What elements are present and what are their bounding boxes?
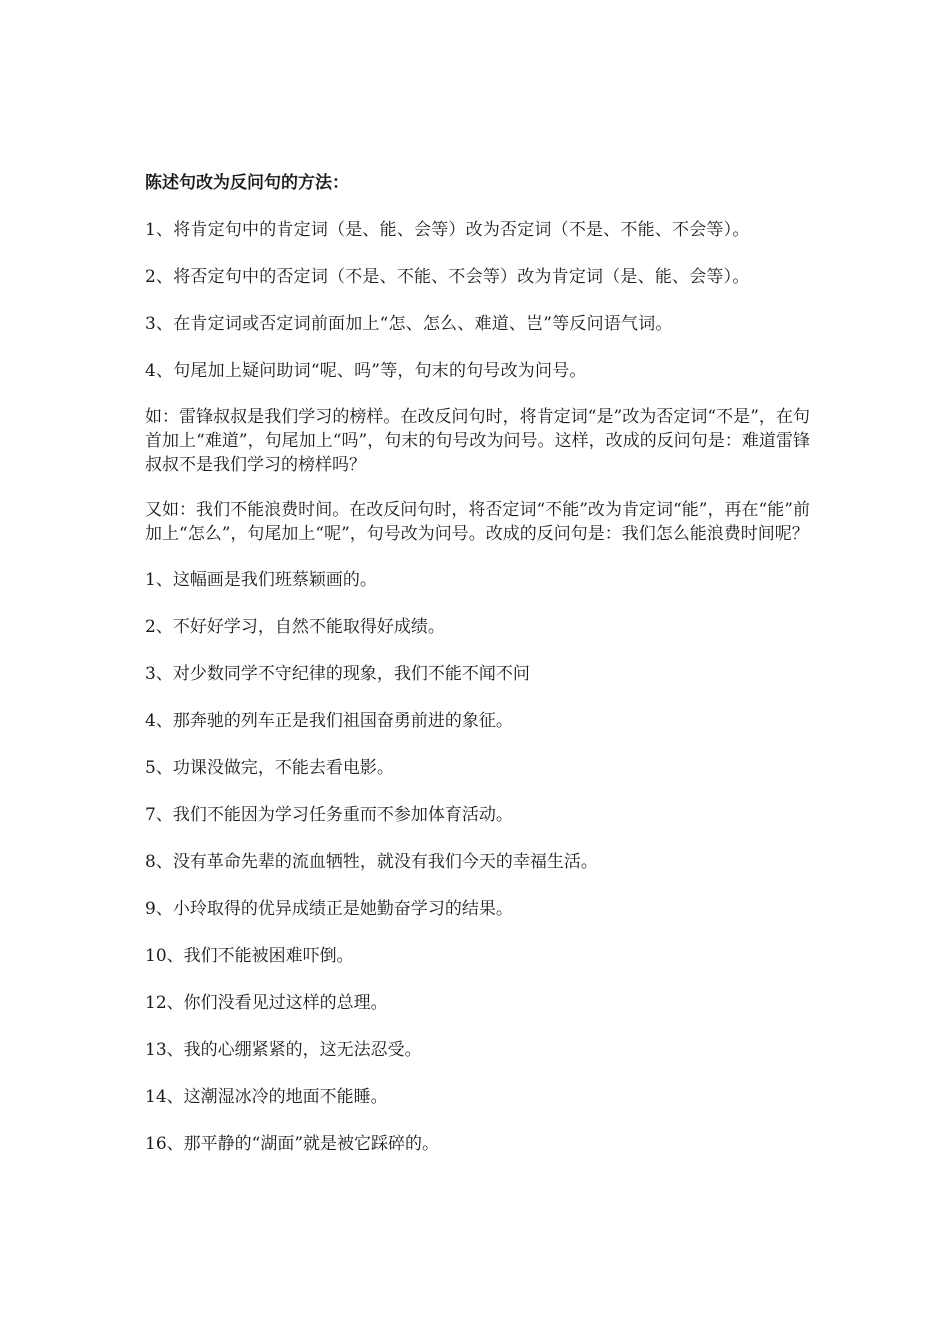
exercise-item: 12、你们没看见过这样的总理。 xyxy=(145,993,388,1013)
exercise-item: 3、对少数同学不守纪律的现象，我们不能不闻不问 xyxy=(145,664,530,684)
exercise-item: 16、那平静的“湖面”就是被它踩碎的。 xyxy=(145,1134,440,1154)
exercise-item: 14、这潮湿冰冷的地面不能睡。 xyxy=(145,1087,388,1107)
method-item-4: 4、句尾加上疑问助词“呢、吗”等，句末的句号改为问号。 xyxy=(145,361,587,381)
page-title: 陈述句改为反问句的方法： xyxy=(145,173,349,193)
exercise-item: 5、功课没做完，不能去看电影。 xyxy=(145,758,394,778)
exercise-item: 4、那奔驰的列车正是我们祖国奋勇前进的象征。 xyxy=(145,711,513,731)
exercise-item: 8、没有革命先辈的流血牺牲，就没有我们今天的幸福生活。 xyxy=(145,852,598,872)
document-page xyxy=(145,170,810,1178)
method-item-3: 3、在肯定词或否定词前面加上“怎、怎么、难道、岂”等反问语气词。 xyxy=(145,314,673,334)
example-paragraph-1: 如：雷锋叔叔是我们学习的榜样。在改反问句时，将肯定词“是”改为否定词“不是”，在句首加上“难道”，句尾加上“吗”，句末的句号改为问号。这样，改成的反问句是：难道雷锋叔叔不是我们学习的榜样吗？ xyxy=(145,407,810,475)
exercise-item: 9、小玲取得的优异成绩正是她勤奋学习的结果。 xyxy=(145,899,513,919)
exercise-item: 7、我们不能因为学习任务重而不参加体育活动。 xyxy=(145,805,513,825)
example-paragraph-2: 又如：我们不能浪费时间。在改反问句时，将否定词“不能”改为肯定词“能”，再在“能”前加上“怎么”，句尾加上“呢”，句号改为问号。改成的反问句是：我们怎么能浪费时间呢？ xyxy=(145,500,810,544)
exercise-item: 2、不好好学习，自然不能取得好成绩。 xyxy=(145,617,445,637)
method-item-2: 2、将否定句中的否定词（不是、不能、不会等）改为肯定词（是、能、会等）。 xyxy=(145,267,750,287)
exercise-item: 10、我们不能被困难吓倒。 xyxy=(145,946,354,966)
exercise-item: 1、这幅画是我们班蔡颖画的。 xyxy=(145,570,377,590)
exercise-item: 13、我的心绷紧紧的，这无法忍受。 xyxy=(145,1040,422,1060)
method-item-1: 1、将肯定句中的肯定词（是、能、会等）改为否定词（不是、不能、不会等）。 xyxy=(145,220,750,240)
